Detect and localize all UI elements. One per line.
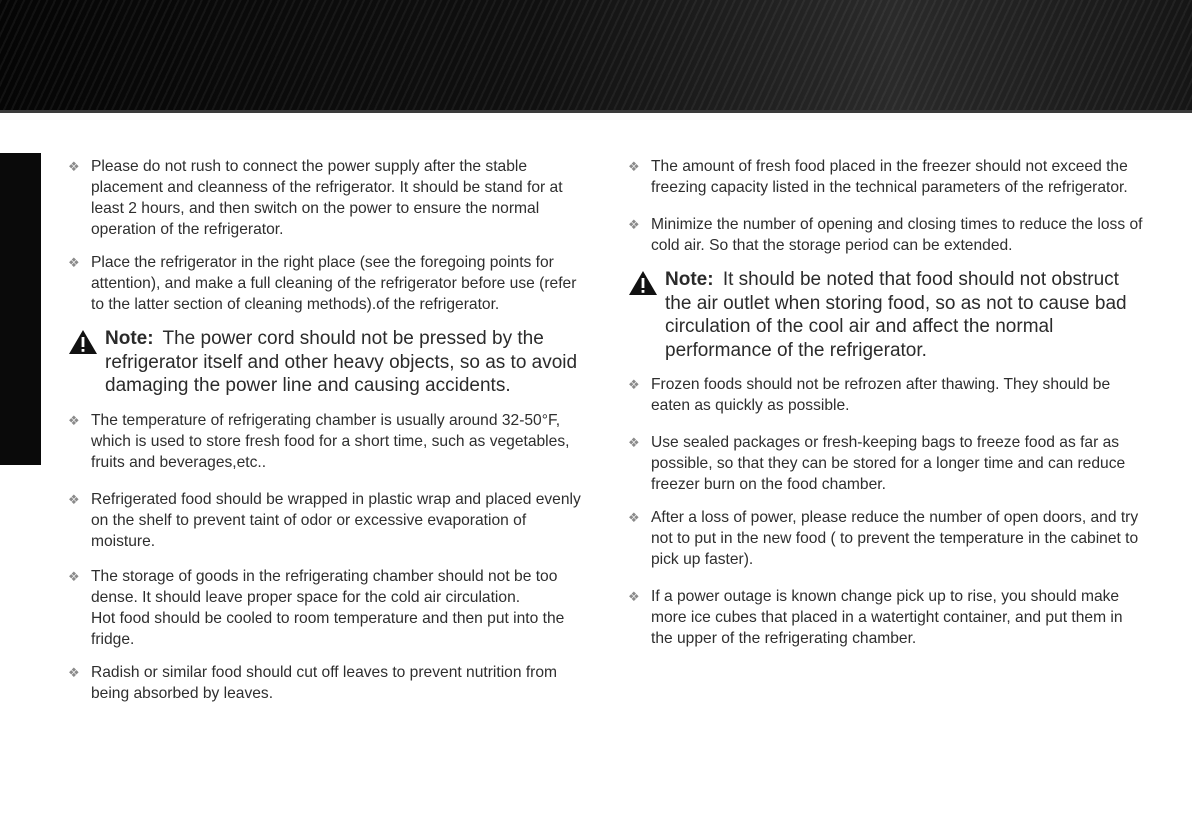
note-label: Note:: [105, 328, 154, 349]
list-item: ❖ Minimize the number of opening and closing times to reduce the loss of cold air. So that the storage period can be extended.: [628, 216, 1143, 254]
diamond-bullet-icon: ❖: [628, 377, 640, 392]
diamond-bullet-icon: ❖: [628, 435, 640, 450]
note-block: [628, 268, 1148, 362]
header-banner: [0, 0, 1192, 113]
warning-icon: [628, 270, 658, 296]
list-item: ❖ Use sealed packages or fresh-keeping bags to freeze food as far as possible, so that they can be stored for a longer time and can reduce freezer burn on the food chamber.: [628, 434, 1126, 493]
diamond-bullet-icon: ❖: [628, 217, 640, 232]
list-item: ❖ The temperature of refrigerating chamber is usually around 32-50°F, which is used to store fresh food for a short time, such as vegetables, fruits and beverages,etc..: [68, 411, 570, 471]
diamond-bullet-icon: ❖: [68, 491, 80, 507]
diamond-bullet-icon: ❖: [628, 589, 640, 604]
right-column: [628, 156, 1148, 661]
list-item: ❖ Place the refrigerator in the right place (see the foregoing points for attention), and make a full cleaning of the refrigerator before use (refer to the latter section of cleaning methods).of the refrigerator.: [68, 254, 577, 313]
list-item: ❖ The amount of fresh food placed in the freezer should not exceed the freezing capacity listed in the technical parameters of the refrigerator.: [628, 158, 1128, 196]
left-column: [68, 156, 590, 716]
list-item: ❖ The storage of goods in the refrigerating chamber should not be too dense. It should leave proper space for the cold air circulation. Hot food should be cooled to room temperature and then put into the fridge.: [68, 567, 565, 648]
list-item: ❖ If a power outage is known change pick up to rise, you should make more ice cubes that placed in a watertight container, and put them in the upper of the refrigerating chamber.: [628, 588, 1123, 647]
diamond-bullet-icon: ❖: [628, 159, 640, 174]
note-block: [68, 327, 590, 398]
list-item: ❖ Frozen foods should not be refrozen after thawing. They should be eaten as quickly as possible.: [628, 376, 1111, 414]
diamond-bullet-icon: ❖: [68, 664, 80, 680]
note-text: It should be noted that food should not obstruct the air outlet when storing food, so as not to cause bad circulation of the cool air and affect the normal performance of the refrigerator.: [665, 269, 1127, 361]
diamond-bullet-icon: ❖: [68, 255, 80, 270]
diamond-bullet-icon: ❖: [68, 568, 80, 584]
diamond-bullet-icon: ❖: [68, 159, 80, 174]
diamond-bullet-icon: ❖: [68, 412, 80, 428]
list-item: ❖ Radish or similar food should cut off leaves to prevent nutrition from being absorbed by leaves.: [68, 663, 558, 702]
side-tab-marker: [0, 153, 41, 465]
diamond-bullet-icon: ❖: [628, 510, 640, 525]
note-text: The power cord should not be pressed by the refrigerator itself and other heavy objects, so as to avoid damaging the power line and causing accidents.: [105, 328, 578, 396]
list-item: ❖ After a loss of power, please reduce the number of open doors, and try not to put in the new food ( to prevent the temperature in the cabinet to pick up faster).: [628, 509, 1139, 568]
list-item: ❖ Please do not rush to connect the power supply after the stable placement and cleanness of the refrigerator. It should be stand for at least 2 hours, and then switch on the power to ensure the normal operation of the refrigerator.: [68, 158, 563, 238]
list-item: ❖ Refrigerated food should be wrapped in plastic wrap and placed evenly on the shelf to prevent taint of odor or excessive evaporation of moisture.: [68, 490, 581, 550]
warning-icon: [68, 329, 98, 355]
note-label: Note:: [665, 269, 714, 290]
